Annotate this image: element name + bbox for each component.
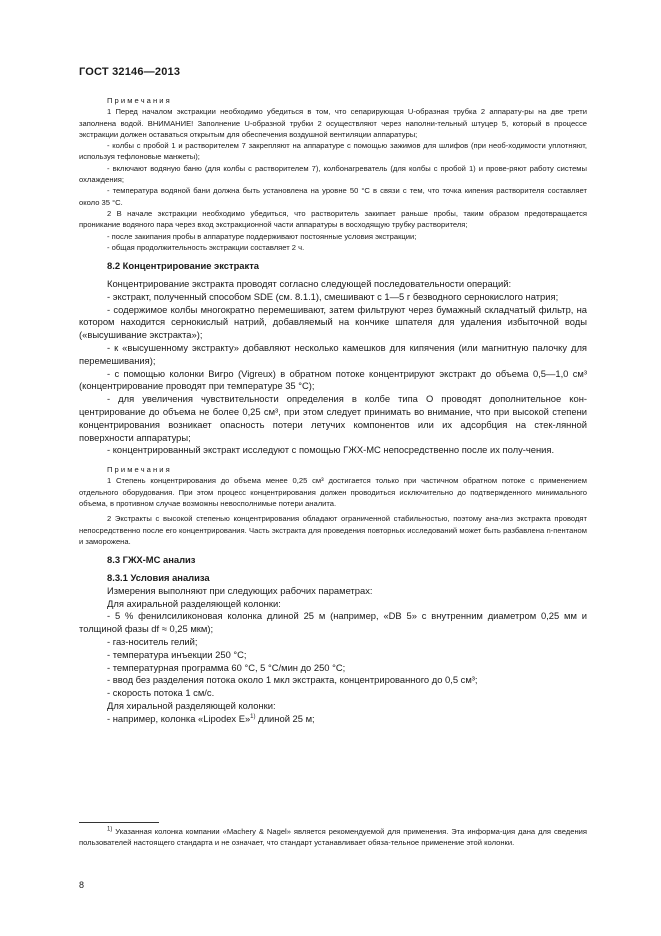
list-item: - скорость потока 1 см/с. [107, 687, 215, 699]
footnote-ref: 1) [250, 713, 256, 720]
list-item: - для увеличения чувствительности определения в колбе типа О проводят дополнительное кон-центрирование до объема не более 0,25 см³, при этом следует принимать во внимание, что при высокой степени концентрирования возникает опасность потери летучих компонентов или их адсорбция на стек-лянной поверхности аппаратуры; [79, 393, 587, 443]
footnote-divider [79, 822, 159, 823]
list-item: - с помощью колонки Вигро (Vigreux) в обратном потоке концентрируют экстракт до объема 0,5—1,0 см³ (концентрирование проводят при температуре 35 °С); [79, 367, 587, 392]
list-item [79, 713, 587, 726]
list-item-text: длиной 25 м; [255, 712, 315, 724]
body-paragraph: Для ахиральной разделяющей колонки: [107, 597, 281, 609]
footnote [79, 826, 587, 849]
footnote-body: Указанная колонка компании «Machery & Nagel» является рекомендуемой для применения. Эта информа-ция дана для сведения пользователей настоящего стандарта и не означает, что стандарт устанавливает обяза-тельное применение этой колонки. [79, 827, 587, 848]
list-item: - ввод без разделения потока около 1 мкл экстракта, концентрированного до 0,5 см³; [107, 674, 478, 686]
note-paragraph: - колбы с пробой 1 и растворителем 7 закрепляют на аппаратуре с помощью зажимов для шлифов (при необ-ходимости уплотняют, используя тефлоновые манжеты); [79, 141, 587, 162]
note-paragraph: - включают водяную баню (для колбы с растворителем 7), колбонагреватель (для колбы с пробой 1) и прове-ряют работу системы охлаждения; [79, 163, 587, 185]
footnote-mark: 1) [107, 826, 113, 833]
footnote-text [79, 826, 587, 849]
note-paragraph: 1 Степень концентрирования до объема менее 0,25 см³ достигается только при частичном обратном потоке с применением отдельного оборудования. При этом процесс концентрирования должен проводиться исключительно до подтвержденного минимального объема, в противном случае возможны невосполнимые потери аналита. [79, 476, 587, 508]
section-8-2 [79, 260, 587, 457]
note-heading: Примечания [107, 465, 172, 475]
body-paragraph: Измерения выполняют при следующих рабочих параметрах: [107, 584, 373, 596]
list-item: - газ-носитель гелий; [107, 635, 198, 647]
list-item: - содержимое колбы многократно перемешивают, затем фильтруют через бумажный складчатый фильтр, на котором находится сернокислый натрий, добавляемый на кончике шпателя для удаления избыточной воды («высушивание экстракта»); [79, 303, 587, 341]
body-paragraph: Концентрирование экстракта проводят согласно следующей последовательности операций: [107, 277, 512, 289]
note-block-2 [79, 464, 587, 547]
note-block-1 [79, 95, 587, 253]
note-paragraph: 2 В начале экстракции необходимо убедиться, что растворитель закипает раньше пробы, таким образом предотвращается проникание водяного пара через вход экстракционной части аппаратуры в восходящую трубку растворителя; [79, 208, 587, 230]
note-paragraph: 2 Экстракты с высокой степенью концентрирования обладают ограниченной стабильностью, поэтому ана-лиз экстракта проводят непосредственно после его концентрирования. Часть экстракта для проведения повторных исследований может быть разбавлена n-пентаном и заморожена. [79, 514, 587, 546]
note-paragraph: - общая продолжительность экстракции составляет 2 ч. [107, 242, 305, 252]
list-item: - экстракт, полученный способом SDE (см. 8.1.1), смешивают с 1—5 г безводного сернокислого натрия; [107, 290, 559, 302]
body-paragraph: Для хиральной разделяющей колонки: [107, 699, 276, 711]
note-heading: Примечания [107, 96, 172, 105]
page-content [79, 95, 587, 726]
section-8-3 [79, 554, 587, 725]
list-item: - к «высушенному экстракту» добавляют несколько камешков для кипячения (или магнитную палочку для перемешивания); [79, 341, 587, 366]
section-heading: 8.2 Концентрирование экстракта [107, 260, 260, 272]
note-paragraph: 1 Перед началом экстракции необходимо убедиться в том, что сепарирующая U-образная трубка 2 аппарату-ры на две трети заполнена водой. ВНИМАНИЕ! Заполнение U-образной трубки 2 осуществляют через наполни-тельный штуцер 5, который в процессе экстракции должен оставаться открытым для обеспечения воздушной вентиляции аппаратуры; [79, 107, 587, 139]
list-item: - 5 % фенилсиликоновая колонка длиной 25 м (например, «DB 5» с внутренним диаметром 0,25 мм и толщиной фазы df ≈ 0,25 мкм); [79, 610, 587, 635]
list-item: - концентрированный экстракт исследуют с помощью ГЖХ-МС непосредственно после их полу-чения. [107, 444, 555, 456]
list-item: - температура инъекции 250 °С; [107, 648, 247, 660]
list-item: - температурная программа 60 °С, 5 °С/мин до 250 °С; [107, 661, 346, 673]
section-heading: 8.3 ГЖХ-МС анализ [107, 554, 196, 566]
page-number: 8 [79, 880, 85, 890]
note-paragraph: - после закипания пробы в аппаратуре поддерживают постоянные условия экстракции; [107, 231, 417, 241]
subsection-heading: 8.3.1 Условия анализа [107, 571, 210, 583]
note-paragraph: - температура водяной бани должна быть установлена на уровне 50 °С в связи с тем, что точка кипения растворителя составляет около 35 °С. [79, 186, 587, 207]
list-item-text: - например, колонка «Lipodex E» [107, 712, 251, 724]
document-header: ГОСТ 32146—2013 [79, 66, 181, 78]
